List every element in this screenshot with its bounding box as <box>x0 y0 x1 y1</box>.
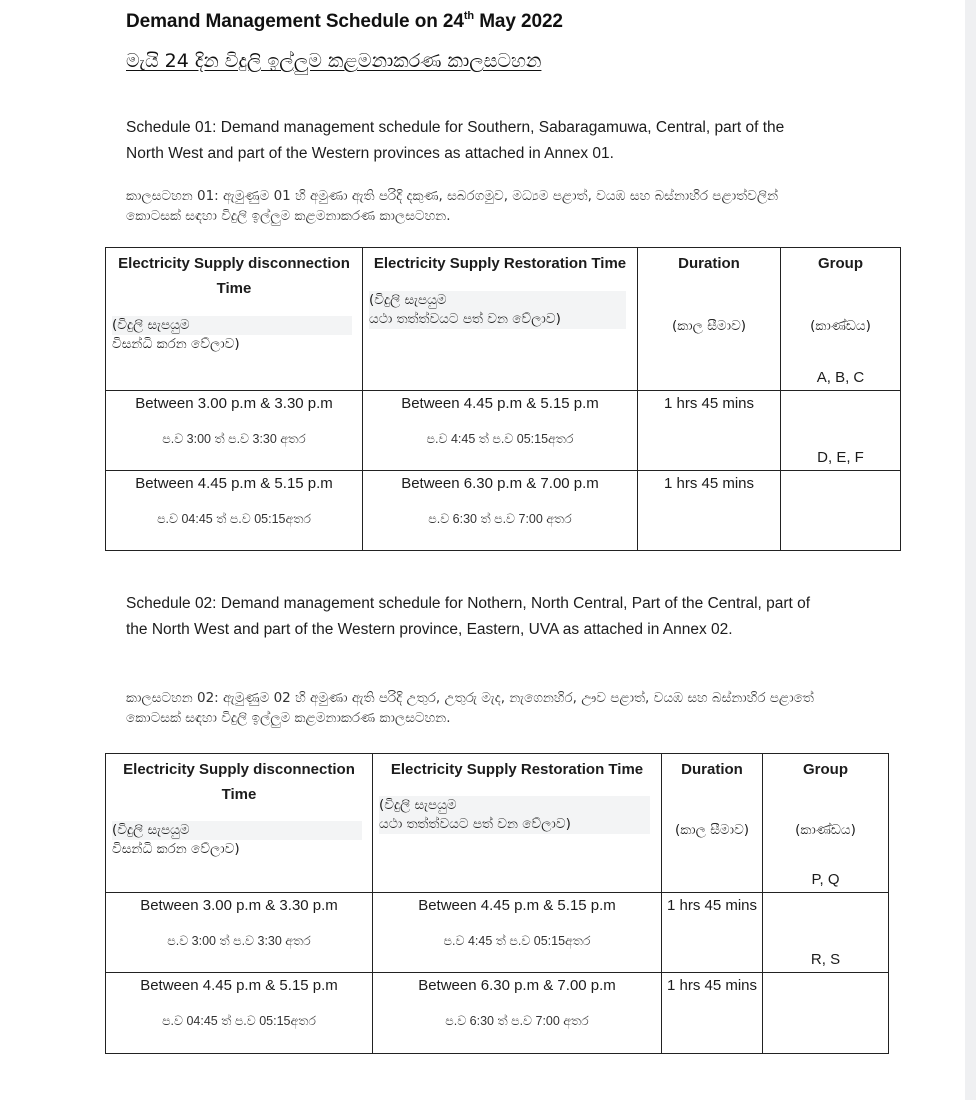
disconnection-time-cell: Between 3.00 p.m & 3.30 p.m ප.ව 3:00 ත් ප.ව 3:30 අතර <box>106 391 363 471</box>
disconnection-time-cell: Between 4.45 p.m & 5.15 p.m ප.ව 04:45 ත් ප.ව 05:15අතර <box>106 471 363 551</box>
group-cell: D, E, F <box>781 471 901 551</box>
table-row <box>106 973 889 1054</box>
header-disconnection-time: Electricity Supply disconnection Time (විදුලි සැපයුම විසන්ධි කරන වේලාව) <box>106 754 373 893</box>
title-text: Demand Management Schedule on 24 <box>126 11 464 32</box>
disconnection-time-cell: Between 4.45 p.m & 5.15 p.m ප.ව 04:45 ත් ප.ව 05:15අතර <box>106 973 373 1054</box>
restoration-time-cell: Between 6.30 p.m & 7.00 p.m ප.ව 6:30 ත් ප.ව 7:00 අතර <box>373 973 662 1054</box>
group-cell: R, S <box>763 973 889 1054</box>
duration-cell: 1 hrs 45 mins <box>638 391 781 471</box>
schedule-02-table <box>105 753 889 1054</box>
header-group: Group (කාණ්ඩය) <box>781 248 901 391</box>
schedule-01-description: Schedule 01: Demand management schedule for Southern, Sabaragamuwa, Central, part of the North West and part of the Western provinces as attached in Annex 01. <box>126 119 785 162</box>
duration-cell: 1 hrs 45 mins <box>662 973 763 1054</box>
header-duration: Duration (කාල සීමාව) <box>662 754 763 893</box>
group-cell: P, Q <box>763 893 889 973</box>
header-duration: Duration (කාල සීමාව) <box>638 248 781 391</box>
duration-cell: 1 hrs 45 mins <box>638 471 781 551</box>
restoration-time-cell: Between 4.45 p.m & 5.15 p.m ප.ව 4:45 ත් ප.ව 05:15අතර <box>363 391 638 471</box>
table-header-row <box>106 754 889 893</box>
document-title <box>126 10 563 33</box>
schedule-01-table <box>105 247 901 551</box>
schedule-02-description: Schedule 02: Demand management schedule for Nothern, North Central, Part of the Central, part of the North West and part of the Western province, Eastern, UVA as attached in Annex 02. <box>126 595 811 638</box>
page-edge-strip <box>965 0 976 1100</box>
restoration-time-cell: Between 6.30 p.m & 7.00 p.m ප.ව 6:30 ත් ප.ව 7:00 අතර <box>363 471 638 551</box>
disconnection-time-cell: Between 3.00 p.m & 3.30 p.m ප.ව 3:00 ත් ප.ව 3:30 අතර <box>106 893 373 973</box>
document-subtitle-sinhala: මැයි 24 දින විදුලි ඉල්ලුම කළමනාකරණ කාලසටහන <box>126 50 542 72</box>
header-disconnection-time: Electricity Supply disconnection Time (විදුලි සැපයුම විසන්ධි කරන වේලාව) <box>106 248 363 391</box>
header-restoration-time: Electricity Supply Restoration Time (විදුලි සැපයුම යථා තත්ත්වයට පත් වන වේලාව) <box>373 754 662 893</box>
duration-cell: 1 hrs 45 mins <box>662 893 763 973</box>
header-restoration-time: Electricity Supply Restoration Time (විදුලි සැපයුම යථා තත්ත්වයට පත් වන වේලාව) <box>363 248 638 391</box>
table-row <box>106 471 901 551</box>
table-header-row <box>106 248 901 391</box>
schedule-01-description-sinhala: කාලසටහන 01: ඇමුණුම 01 හි අමුණා ඇති පරිදි දකුණ, සබරගමුව, මධ්‍යම පළාත්, වයඹ සහ බස්නාහිර පළාත්වලින් කොටසක් සඳහා විදුලි ඉල්ලුම කළමනාකරණ කාලසටහන. <box>126 188 779 224</box>
restoration-time-cell: Between 4.45 p.m & 5.15 p.m ප.ව 4:45 ත් ප.ව 05:15අතර <box>373 893 662 973</box>
title-ordinal-suffix: th <box>463 10 475 22</box>
group-cell: A, B, C <box>781 391 901 471</box>
header-group: Group (කාණ්ඩය) <box>763 754 889 893</box>
schedule-02-description-sinhala: කාලසටහන 02: ඇමුණුම 02 හි අමුණා ඇති පරිදි උතුර, උතුරු මැද, නැගෙනහිර, ඌව පළාත්, වයඹ සහ බස්නාහිර පළාතේ කොටසක් සඳහා විදුලි ඉල්ලුම කළමනාකරණ කාලසටහන. <box>126 690 814 726</box>
title-date-tail: May 2022 <box>474 11 563 32</box>
